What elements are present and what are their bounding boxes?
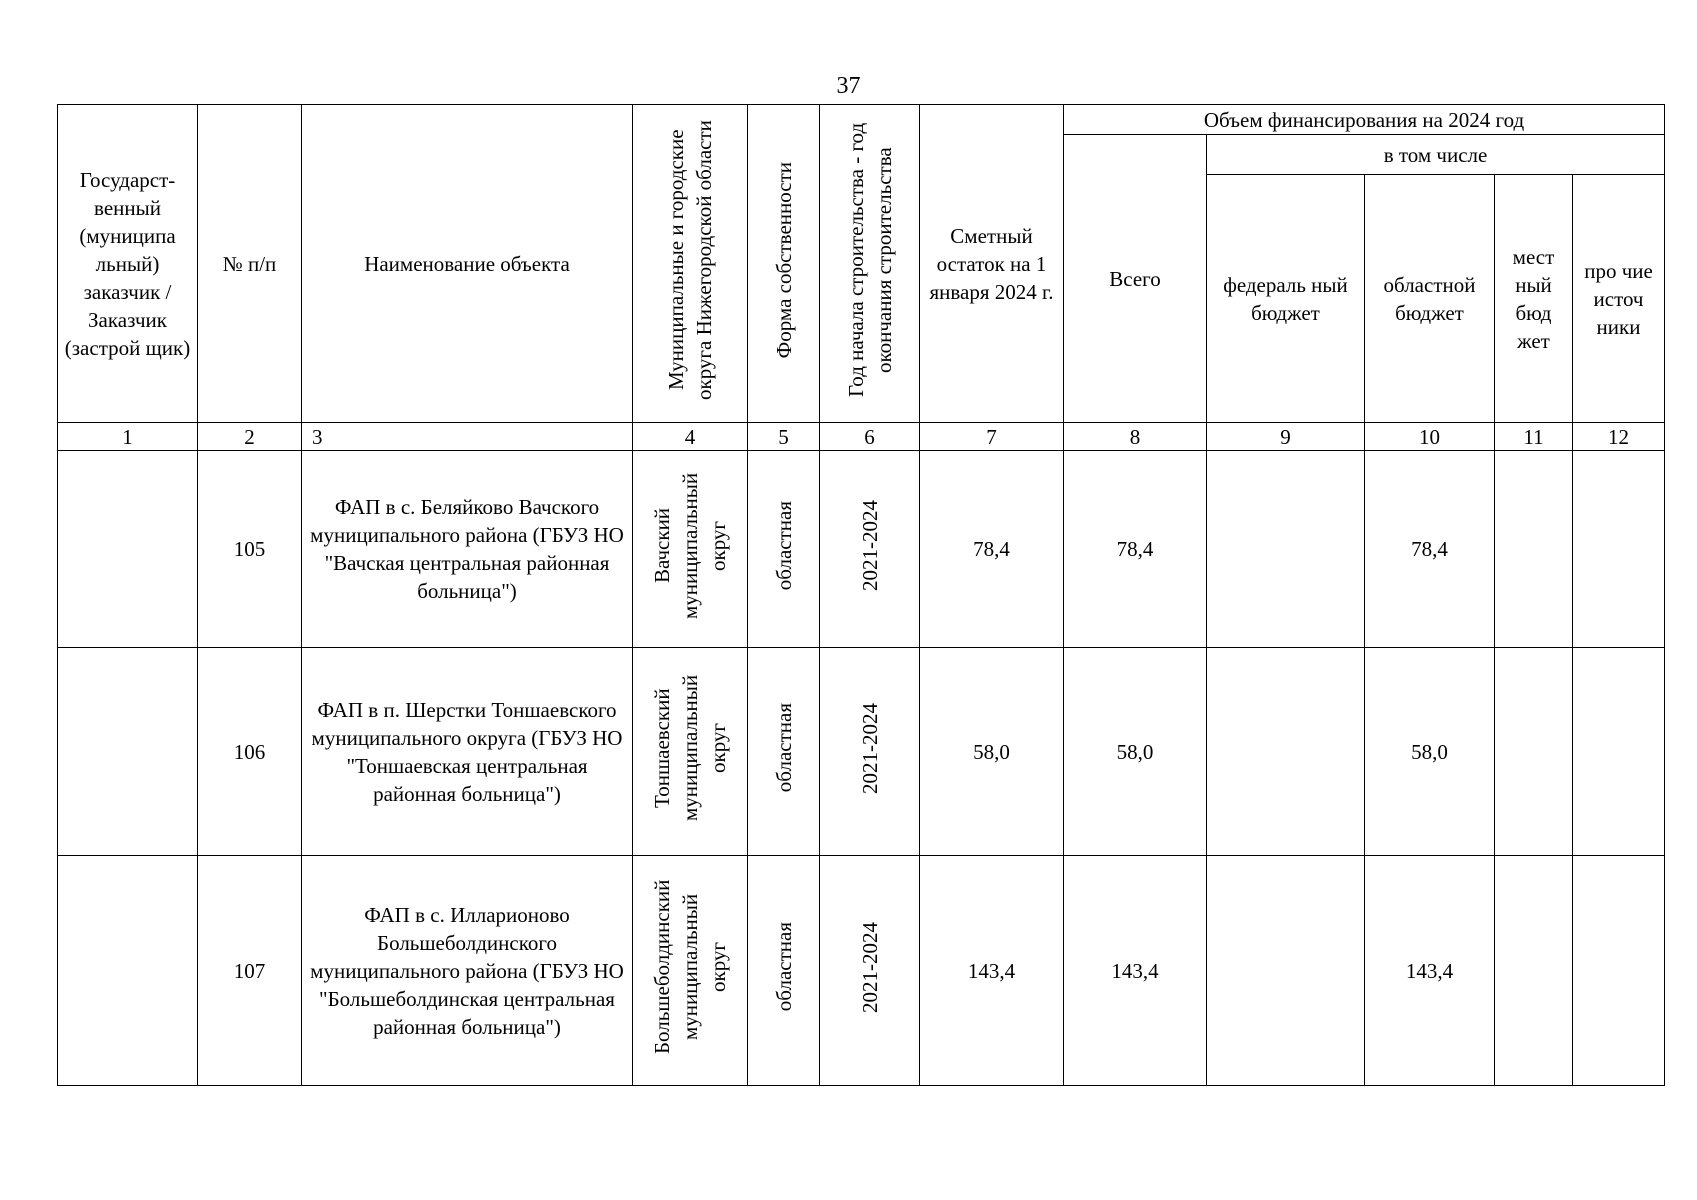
header-district: [633, 105, 748, 423]
cell-ownership-text: областная: [771, 922, 796, 1012]
header-total: Всего: [1064, 135, 1207, 423]
cell-object-name: ФАП в с. Беляйково Вачского муниципального района (ГБУЗ НО "Вачская центральная районная больница"): [302, 451, 633, 648]
column-number: 11: [1495, 423, 1573, 451]
header-ownership: [748, 105, 820, 423]
cell-object-name: ФАП в с. Илларионово Большеболдинского муниципального района (ГБУЗ НО "Большеболдинская центральная районная больница"): [302, 856, 633, 1086]
header-local-budget: мест ный бюд жет: [1495, 175, 1573, 423]
cell-district-text: Тоншаевский муниципальный округ: [650, 674, 730, 822]
cell-years-text: 2021-2024: [857, 702, 882, 794]
header-including: в том числе: [1207, 135, 1665, 175]
cell-index: 106: [198, 648, 302, 856]
column-number: 4: [633, 423, 748, 451]
cell-district: [633, 648, 748, 856]
cell-district-text: Большеболдинский муниципальный округ: [650, 879, 730, 1055]
cell-local-budget: [1495, 856, 1573, 1086]
cell-local-budget: [1495, 451, 1573, 648]
column-number: 10: [1365, 423, 1495, 451]
column-number: 1: [58, 423, 198, 451]
cell-federal-budget: [1207, 856, 1365, 1086]
cell-total: 78,4: [1064, 451, 1207, 648]
header-index: № п/п: [198, 105, 302, 423]
cell-customer: [58, 451, 198, 648]
cell-other-sources: [1573, 856, 1665, 1086]
header-estimate-balance: Сметный остаток на 1 января 2024 г.: [920, 105, 1064, 423]
cell-ownership-text: областная: [771, 703, 796, 793]
header-years-text: Год начала строительства - год окончания строительства: [843, 122, 896, 398]
cell-index: 107: [198, 856, 302, 1086]
cell-ownership: [748, 648, 820, 856]
table-header: [58, 105, 1665, 423]
header-ownership-text: Форма собственности: [771, 161, 796, 359]
column-number: 6: [820, 423, 920, 451]
page-number: 37: [836, 73, 861, 99]
cell-regional-budget: 143,4: [1365, 856, 1495, 1086]
cell-ownership: [748, 451, 820, 648]
cell-other-sources: [1573, 648, 1665, 856]
column-number: 12: [1573, 423, 1665, 451]
cell-local-budget: [1495, 648, 1573, 856]
cell-district-text: Вачский муниципальный округ: [650, 472, 730, 619]
cell-federal-budget: [1207, 451, 1365, 648]
cell-customer: [58, 648, 198, 856]
column-number: 8: [1064, 423, 1207, 451]
cell-total: 143,4: [1064, 856, 1207, 1086]
cell-object-name: ФАП в п. Шерстки Тоншаевского муниципального округа (ГБУЗ НО "Тоншаевская центральная районная больница"): [302, 648, 633, 856]
header-object-name: Наименование объекта: [302, 105, 633, 423]
cell-total: 58,0: [1064, 648, 1207, 856]
cell-years: [820, 856, 920, 1086]
column-number: 7: [920, 423, 1064, 451]
financing-table: [57, 104, 1665, 1086]
cell-years-text: 2021-2024: [857, 500, 882, 591]
header-financing-2024: Объем финансирования на 2024 год: [1064, 105, 1665, 135]
cell-years-text: 2021-2024: [857, 921, 882, 1013]
cell-index: 105: [198, 451, 302, 648]
header-years: [820, 105, 920, 423]
column-number: 9: [1207, 423, 1365, 451]
cell-district: [633, 451, 748, 648]
header-customer: Государст-венный (муниципа льный) заказчик / Заказчик (застрой щик): [58, 105, 198, 423]
header-district-text: Муниципальные и городские округа Нижегородской области: [664, 120, 716, 400]
table-row: [58, 856, 1665, 1086]
cell-years: [820, 451, 920, 648]
column-number: 2: [198, 423, 302, 451]
header-regional-budget: областной бюджет: [1365, 175, 1495, 423]
table-row: [58, 648, 1665, 856]
column-numbers-row: [58, 423, 1665, 451]
cell-estimate-balance: 58,0: [920, 648, 1064, 856]
cell-other-sources: [1573, 451, 1665, 648]
header-federal-budget: федераль ный бюджет: [1207, 175, 1365, 423]
cell-ownership-text: областная: [771, 500, 796, 591]
cell-estimate-balance: 143,4: [920, 856, 1064, 1086]
cell-estimate-balance: 78,4: [920, 451, 1064, 648]
header-other-sources: про чие источ ники: [1573, 175, 1665, 423]
column-number: 5: [748, 423, 820, 451]
cell-years: [820, 648, 920, 856]
cell-customer: [58, 856, 198, 1086]
cell-district: [633, 856, 748, 1086]
cell-ownership: [748, 856, 820, 1086]
column-number: 3: [302, 423, 633, 451]
table-row: [58, 451, 1665, 648]
cell-regional-budget: 78,4: [1365, 451, 1495, 648]
cell-federal-budget: [1207, 648, 1365, 856]
cell-regional-budget: 58,0: [1365, 648, 1495, 856]
